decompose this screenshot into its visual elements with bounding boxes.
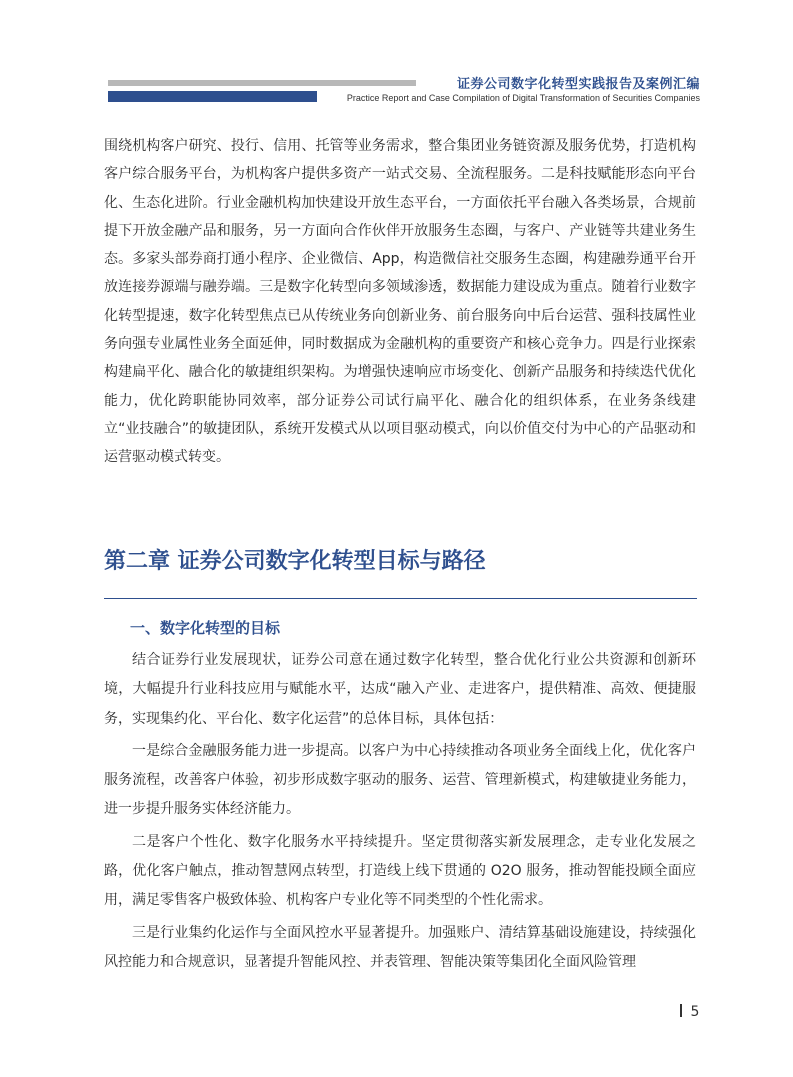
page-number-value: 5 xyxy=(690,1004,700,1020)
page-number xyxy=(680,1004,699,1020)
header-bar-blue xyxy=(108,91,317,102)
section-title: 一、数字化转型的目标 xyxy=(130,619,281,637)
body-paragraph-1: 结合证券行业发展现状，证券公司意在通过数字化转型，整合优化行业公共资源和创新环境，大幅提升行业科技应用与赋能水平，达成“融入产业、走进客户，提供精准、高效、便捷服务，实现集约化、平台化、数字化运营”的总体目标，具体包括： xyxy=(104,652,696,727)
chapter-title: 第二章 证券公司数字化转型目标与路径 xyxy=(104,549,486,574)
body-paragraph-4: 三是行业集约化运作与全面风控水平显著提升。加强账户、清结算基础设施建设，持续强化风控能力和合规意识，显著提升智能风控、并表管理、智能决策等集团化全面风险管理 xyxy=(104,924,696,970)
intro-section xyxy=(104,132,696,472)
body-paragraph-2: 一是综合金融服务能力进一步提高。以客户为中心持续推动各项业务全面线上化，优化客户服务流程，改善客户体验，初步形成数字驱动的服务、运营、管理新模式，构建敏捷业务能力，进一步提升服务实体经济能力。 xyxy=(104,742,696,818)
header-title: 证券公司数字化转型实践报告及案例汇编 xyxy=(456,77,700,92)
page-number-bar xyxy=(680,1004,682,1017)
intro-paragraph: 围绕机构客户研究、投行、信用、托管等业务需求，整合集团业务链资源及服务优势，打造机构客户综合服务平台，为机构客户提供多资产一站式交易、全流程服务。二是科技赋能形态向平台化、生态化进阶。行业金融机构加快建设开放生态平台，一方面依托平台融入各类场景，合规前提下开放金融产品和服务，另一方面向合作伙伴开放服务生态圈，与客户、产业链等共建业务生态。多家头部券商打通小程序、企业微信、App，构造微信社交服务生态圈，构建融券通平台开放连接券源端与融券端。三是数字化转型向多领域渗透，数据能力建设成为重点。随着行业数字化转型提速，数字化转型焦点已从传统业务向创新业务、前台服务向中后台运营、强科技属性业务向强专业属性业务全面延伸，同时数据成为金融机构的重要资产和核心竞争力。四是行业探索构建扁平化、融合化的敏捷组织架构。为增强快速响应市场变化、创新产品服务和持续迭代优化能力，优化跨职能协同效率，部分证券公司试行扁平化、融合化的组织体系，在业务条线建立“业技融合”的敏捷团队，系统开发模式从以项目驱动模式，向以价值交付为中心的产品驱动和运营驱动模式转变。 xyxy=(104,138,696,466)
header-bar-gray xyxy=(108,80,416,86)
chapter-rule xyxy=(104,598,697,599)
body-paragraph-3: 二是客户个性化、数字化服务水平持续提升。坚定贯彻落实新发展理念，走专业化发展之路，优化客户触点，推动智慧网点转型，打造线上线下贯通的 O2O 服务，推动智能投顾全面应用，满足零售客户极致体验、机构客户专业化等不同类型的个性化需求。 xyxy=(104,833,696,909)
header-subtitle: Practice Report and Case Compilation of Digital Transformation of Securities Companies xyxy=(346,93,700,103)
body-section xyxy=(104,646,696,977)
